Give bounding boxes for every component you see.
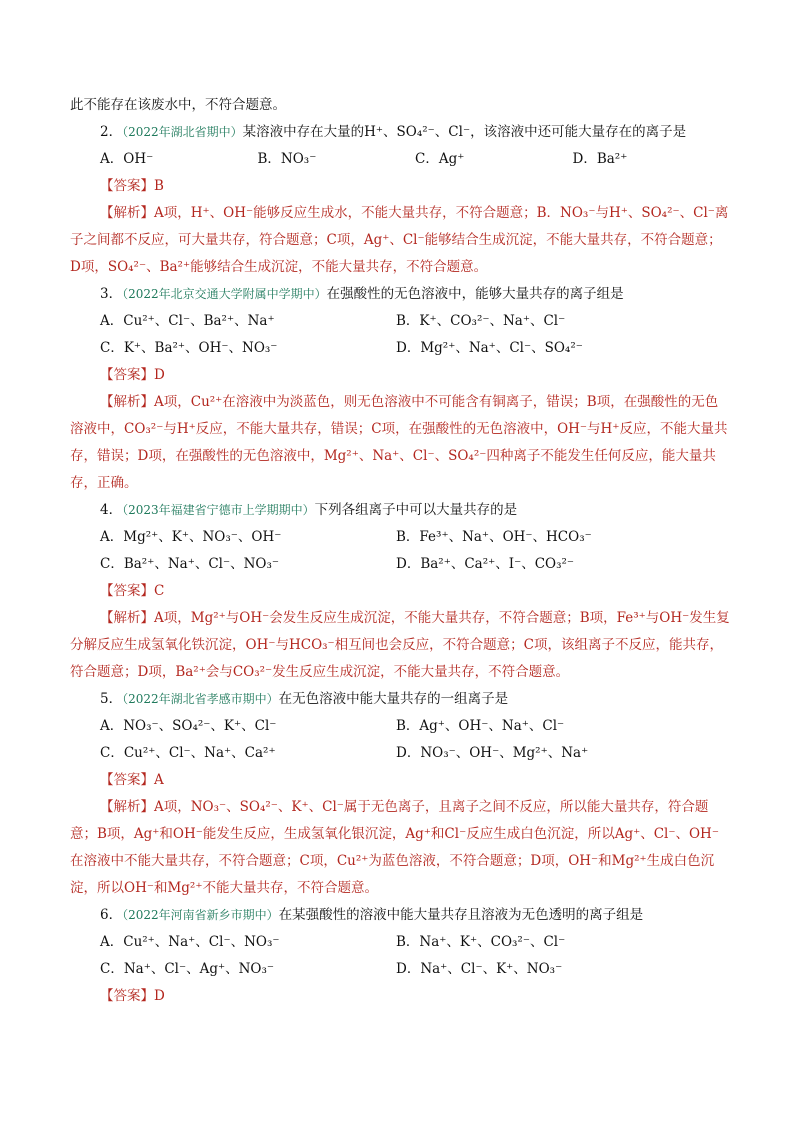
answer-value: C — [154, 583, 165, 599]
option-c: C．K⁺、Ba²⁺、OH⁻、NO₃⁻ — [100, 340, 278, 356]
question-source: （2023年福建省宁德市上学期期中） — [122, 503, 315, 517]
answer-value: D — [154, 367, 165, 383]
analysis-text: A项，Cu²⁺在溶液中为淡蓝色，则无色溶液中不可能含有铜离子，错误；B项，在强酸性的无色溶液中，CO₃²⁻与H⁺反应，不能大量共存，错误；C项，在强酸性的无色溶液中，OH⁻与H⁺反应，不能大量共存，错误；D项，在强酸性的无色溶液中，Mg²⁺、Na⁺、Cl⁻、SO₄²⁻四种离子不能发生任何反应，能大量共存，正确。 — [70, 394, 728, 491]
answer-value: B — [154, 178, 164, 194]
question-source: （2022年湖北省期中） — [122, 125, 243, 139]
question-number: 6． — [100, 907, 123, 923]
question-source: （2022年湖北省孝感市期中） — [122, 692, 279, 706]
option-c: C．Na⁺、Cl⁻、Ag⁺、NO₃⁻ — [100, 961, 275, 977]
answer-value: D — [154, 988, 165, 1004]
lead-text: 此不能存在该废水中，不符合题意。 — [70, 97, 286, 113]
answer-tag: 【答案】 — [100, 367, 154, 383]
option-d: D．NO₃⁻、OH⁻、Mg²⁺、Na⁺ — [396, 745, 589, 761]
question-2-stem — [70, 119, 730, 146]
analysis-text: A项，H⁺、OH⁻能够反应生成水，不能大量共存，不符合题意；B．NO₃⁻与H⁺、SO₄²⁻、Cl⁻离子之间都不反应，可大量共存，符合题意；C项，Ag⁺、Cl⁻能够结合生成沉淀，不能大量共存，不符合题意；D项，SO₄²⁻、Ba²⁺能够结合生成沉淀，不能大量共存，不符合题意。 — [70, 205, 729, 275]
question-3-options-row1 — [70, 308, 730, 335]
question-number: 2． — [100, 124, 123, 140]
question-text: 下列各组离子中可以大量共存的是 — [314, 502, 518, 518]
analysis-text: A项，NO₃⁻、SO₄²⁻、K⁺、Cl⁻属于无色离子，且离子之间不反应，所以能大量共存，符合题意；B项，Ag⁺和OH⁻能发生反应，生成氢氧化银沉淀，Ag⁺和Cl⁻反应生成白色沉淀，所以Ag⁺、Cl⁻、OH⁻在溶液中不能大量共存，不符合题意；C项，Cu²⁺为蓝色溶液，不符合题意；D项，OH⁻和Mg²⁺生成白色沉淀，所以OH⁻和Mg²⁺不能大量共存，不符合题意。 — [70, 799, 719, 896]
option-b: B．Ag⁺、OH⁻、Na⁺、Cl⁻ — [396, 718, 565, 734]
analysis-tag: 【解析】 — [100, 394, 154, 410]
question-2-options — [70, 146, 730, 173]
option-c: C．Ba²⁺、Na⁺、Cl⁻、NO₃⁻ — [100, 556, 280, 572]
document-page — [70, 92, 730, 1010]
question-5-options-row1 — [70, 713, 730, 740]
option-d: D．Mg²⁺、Na⁺、Cl⁻、SO₄²⁻ — [396, 340, 583, 356]
answer-tag: 【答案】 — [100, 988, 154, 1004]
option-b: B．Na⁺、K⁺、CO₃²⁻、Cl⁻ — [396, 934, 566, 950]
answer-tag: 【答案】 — [100, 583, 154, 599]
option-a: A．OH⁻ — [100, 151, 154, 167]
question-source: （2022年河南省新乡市期中） — [122, 908, 279, 922]
question-6-answer — [70, 983, 730, 1010]
question-4-options-row2 — [70, 551, 730, 578]
question-4-analysis — [70, 605, 730, 686]
question-5-answer — [70, 767, 730, 794]
answer-tag: 【答案】 — [100, 772, 154, 788]
option-a: A．Cu²⁺、Cl⁻、Ba²⁺、Na⁺ — [100, 313, 275, 329]
question-6-options-row2 — [70, 956, 730, 983]
question-4-answer — [70, 578, 730, 605]
analysis-text: A项，Mg²⁺与OH⁻会发生反应生成沉淀，不能大量共存，不符合题意；B项，Fe³⁺与OH⁻发生复分解反应生成氢氧化铁沉淀，OH⁻与HCO₃⁻相互间也会反应，不符合题意；C项，该组离子不反应，能共存，符合题意；D项，Ba²⁺会与CO₃²⁻发生反应生成沉淀，不能大量共存，不符合题意。 — [70, 610, 730, 680]
question-6-stem — [70, 902, 730, 929]
question-3-answer — [70, 362, 730, 389]
analysis-tag: 【解析】 — [100, 205, 154, 221]
question-5-options-row2 — [70, 740, 730, 767]
question-2-analysis — [70, 200, 730, 281]
option-c: C．Cu²⁺、Cl⁻、Na⁺、Ca²⁺ — [100, 745, 276, 761]
question-5-analysis — [70, 794, 730, 902]
question-5-stem — [70, 686, 730, 713]
analysis-tag: 【解析】 — [100, 799, 154, 815]
option-d: D．Na⁺、Cl⁻、K⁺、NO₃⁻ — [396, 961, 563, 977]
question-6-options-row1 — [70, 929, 730, 956]
option-a: A．Cu²⁺、Na⁺、Cl⁻、NO₃⁻ — [100, 934, 280, 950]
question-3-options-row2 — [70, 335, 730, 362]
option-a: A．Mg²⁺、K⁺、NO₃⁻、OH⁻ — [100, 529, 282, 545]
question-number: 5． — [100, 691, 123, 707]
option-b: B．Fe³⁺、Na⁺、OH⁻、HCO₃⁻ — [396, 529, 592, 545]
question-number: 3． — [100, 286, 123, 302]
option-b: B．NO₃⁻ — [257, 151, 317, 167]
question-number: 4． — [100, 502, 123, 518]
option-a: A．NO₃⁻、SO₄²⁻、K⁺、Cl⁻ — [100, 718, 277, 734]
question-text: 在强酸性的无色溶液中，能够大量共存的离子组是 — [326, 286, 624, 302]
question-text: 在无色溶液中能大量共存的一组离子是 — [278, 691, 509, 707]
option-b: B．K⁺、CO₃²⁻、Na⁺、Cl⁻ — [396, 313, 566, 329]
answer-tag: 【答案】 — [100, 178, 154, 194]
option-d: D．Ba²⁺、Ca²⁺、I⁻、CO₃²⁻ — [396, 556, 575, 572]
question-4-stem — [70, 497, 730, 524]
question-2-answer — [70, 173, 730, 200]
question-3-analysis — [70, 389, 730, 497]
question-3-stem — [70, 281, 730, 308]
question-4-options-row1 — [70, 524, 730, 551]
option-c: C．Ag⁺ — [415, 151, 465, 167]
question-source: （2022年北京交通大学附属中学期中） — [122, 287, 327, 301]
option-d: D．Ba²⁺ — [572, 151, 628, 167]
answer-value: A — [154, 772, 164, 788]
question-text: 在某强酸性的溶液中能大量共存且溶液为无色透明的离子组是 — [278, 907, 644, 923]
question-text: 某溶液中存在大量的H⁺、SO₄²⁻、Cl⁻，该溶液中还可能大量存在的离子是 — [242, 124, 687, 140]
analysis-tag: 【解析】 — [100, 610, 154, 626]
